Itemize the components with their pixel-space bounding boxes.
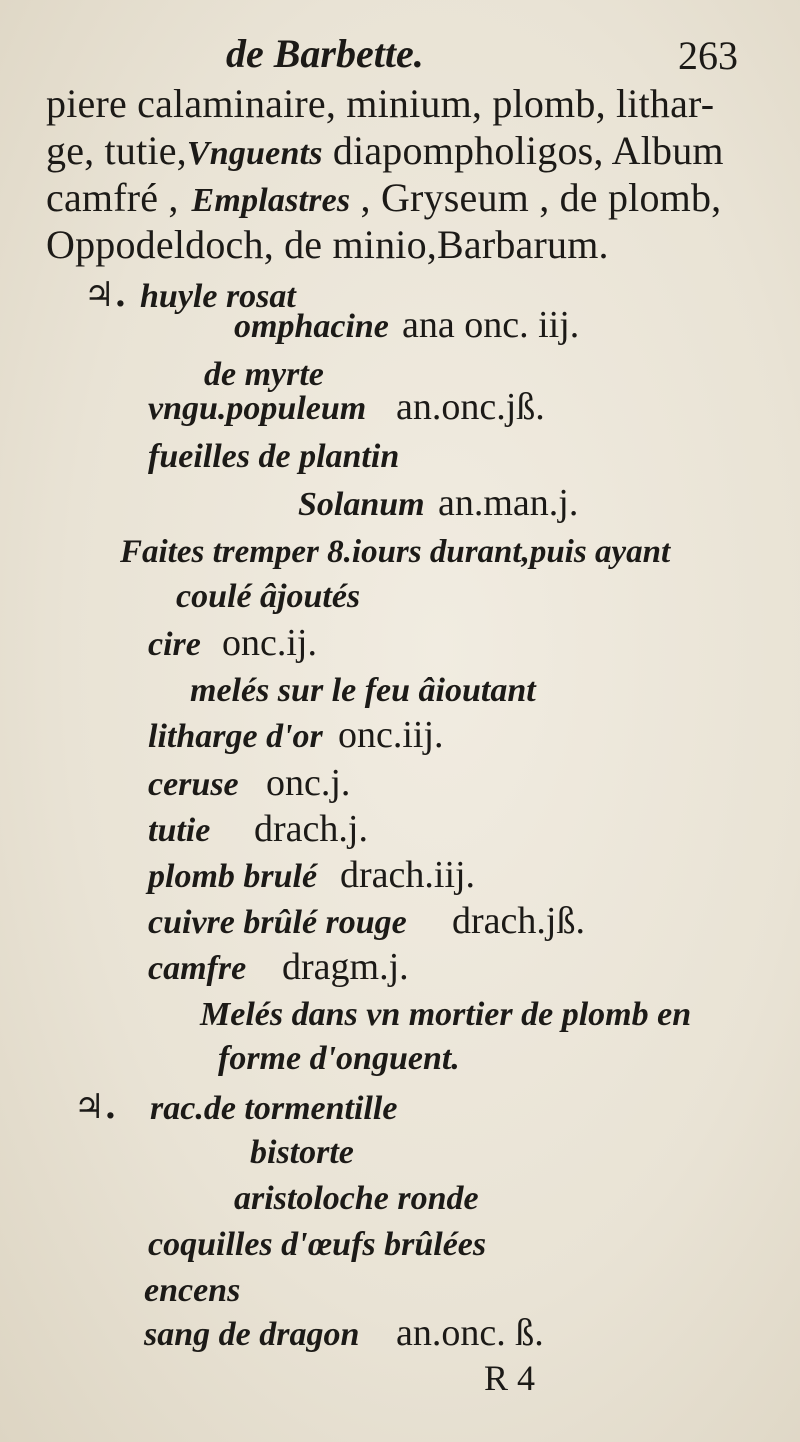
body-line-3-b: , Gryseum , de plomb, xyxy=(350,175,722,220)
ingredient: cire xyxy=(148,626,201,663)
dose: onc.j. xyxy=(266,762,351,804)
body-line-2-a: ge, tutie, xyxy=(46,128,187,173)
dose: an.man.j. xyxy=(438,482,579,524)
ingredient: huyle rosat xyxy=(140,278,296,315)
ingredient: ceruse xyxy=(148,766,239,803)
dose: ana onc. iij. xyxy=(402,304,580,346)
page-number: 263 xyxy=(678,33,738,78)
dose: an.onc.jß. xyxy=(396,386,545,428)
body-line-1: piere calaminaire, minium, plomb, lithar- xyxy=(46,81,715,126)
ingredient: sang de dragon xyxy=(144,1316,360,1353)
dose: drach.iij. xyxy=(340,854,476,896)
ingredient: de myrte xyxy=(204,356,324,393)
signature-mark: R 4 xyxy=(484,1358,536,1398)
ingredient: litharge d'or xyxy=(148,718,323,755)
ingredient: fueilles de plantin xyxy=(148,438,400,475)
ingredient: omphacine xyxy=(234,308,389,345)
ingredient: cuivre brûlé rouge xyxy=(148,904,407,941)
instruction: Melés dans vn mortier de plomb en xyxy=(200,996,692,1033)
instruction: Faites tremper 8.iours durant,puis ayant xyxy=(120,534,671,570)
ingredient: Solanum xyxy=(298,486,425,523)
dose: onc.iij. xyxy=(338,714,444,756)
dose: onc.ij. xyxy=(222,622,317,664)
ingredient: bistorte xyxy=(250,1134,354,1171)
dose: dragm.j. xyxy=(282,946,409,988)
dose: drach.j. xyxy=(254,808,368,850)
ingredient: plomb brulé xyxy=(148,858,318,895)
recipe-symbol-1: ♃. xyxy=(84,275,127,315)
body-line-2-b: diapompholigos, Album xyxy=(322,128,724,173)
ingredient: camfre xyxy=(148,950,247,987)
recipe-symbol-2: ♃. xyxy=(74,1087,117,1127)
running-head: de Barbette. xyxy=(226,31,424,76)
instruction: forme d'onguent. xyxy=(218,1040,460,1077)
ingredient: tutie xyxy=(148,812,211,849)
ingredient: coquilles d'œufs brûlées xyxy=(148,1226,487,1263)
dose: drach.jß. xyxy=(452,900,585,942)
emplastres-term: Emplastres xyxy=(191,182,351,219)
body-line-3-a: camfré , xyxy=(46,175,179,220)
ingredient: vngu.populeum xyxy=(148,390,367,427)
instruction: coulé âjoutés xyxy=(176,578,361,615)
dose: an.onc. ß. xyxy=(396,1312,544,1354)
ingredient: rac.de tormentille xyxy=(150,1090,398,1127)
body-line-3 xyxy=(46,175,722,220)
ingredient: aristoloche ronde xyxy=(234,1180,479,1217)
body-line-2 xyxy=(46,128,724,173)
ingredient: encens xyxy=(144,1272,241,1309)
instruction: melés sur le feu âioutant xyxy=(190,672,536,709)
vnguents-term: Vnguents xyxy=(186,135,323,172)
body-line-4: Oppodeldoch, de minio,Barbarum. xyxy=(46,222,609,267)
